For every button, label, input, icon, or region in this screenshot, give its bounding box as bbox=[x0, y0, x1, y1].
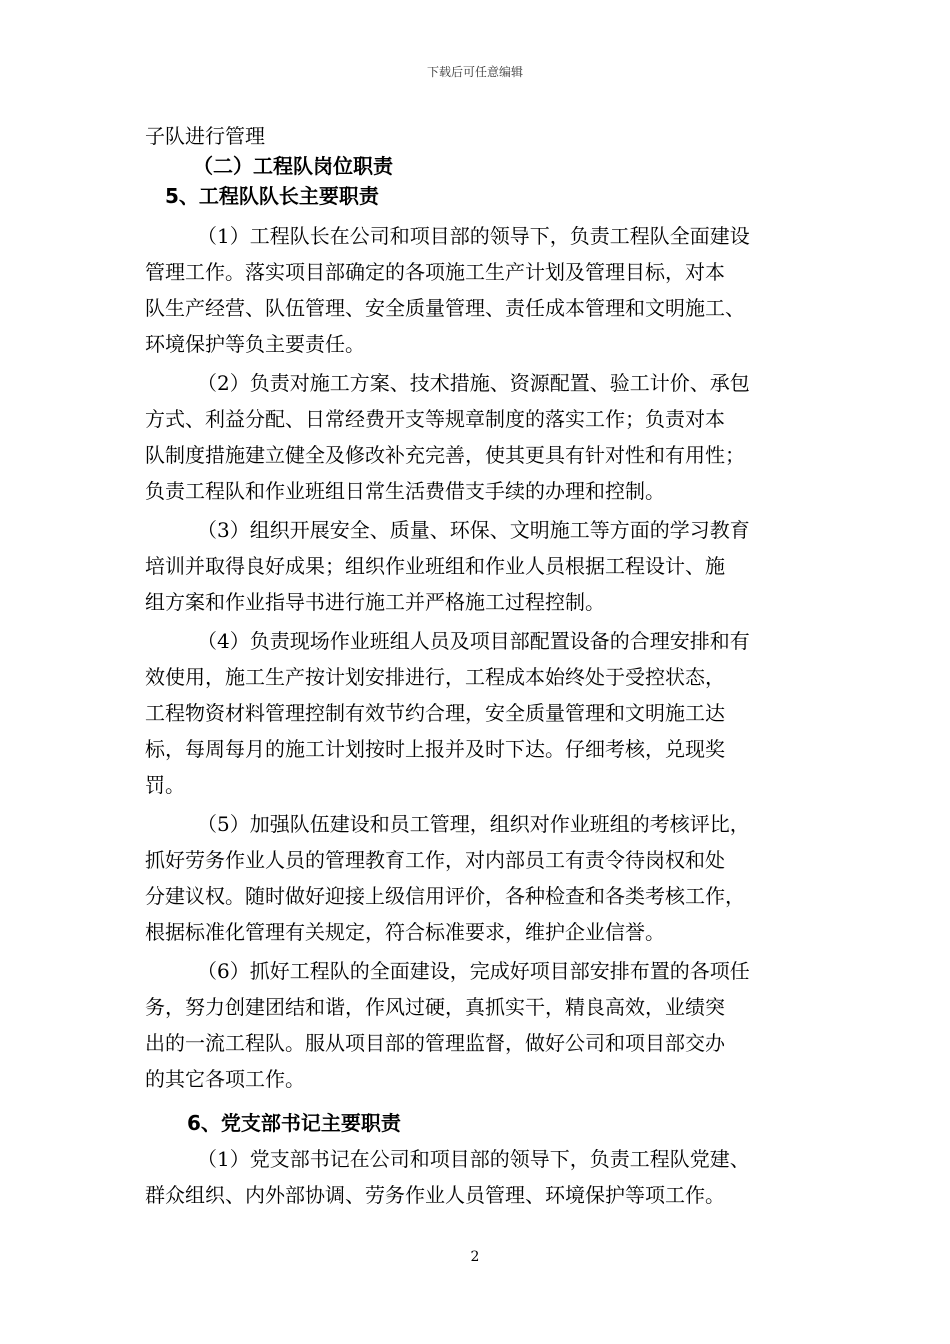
paragraph-7 bbox=[145, 1141, 813, 1213]
paragraph-line: 队生产经营、队伍管理、安全质量管理、责任成本管理和文明施工、 bbox=[145, 296, 745, 320]
paragraph-line: 组方案和作业指导书进行施工并严格施工过程控制。 bbox=[145, 590, 605, 614]
paragraph-line: 队制度措施建立健全及修改补充完善，使其更具有针对性和有用性； bbox=[145, 443, 745, 467]
paragraph-line: （6）抓好工程队的全面建设，完成好项目部安排布置的各项任 bbox=[197, 959, 750, 983]
sub-heading-team-leader: 5、工程队队长主要职责 bbox=[165, 184, 379, 208]
section-heading: （二）工程队岗位职责 bbox=[193, 154, 393, 178]
paragraph-1 bbox=[145, 218, 813, 362]
paragraph-line: （2）负责对施工方案、技术措施、资源配置、验工计价、承包 bbox=[197, 371, 750, 395]
paragraph-5 bbox=[145, 806, 813, 950]
paragraph-line: 的其它各项工作。 bbox=[145, 1067, 305, 1091]
paragraph-line: 出的一流工程队。服从项目部的管理监督，做好公司和项目部交办 bbox=[145, 1031, 725, 1055]
paragraph-line: 环境保护等负主要责任。 bbox=[145, 332, 365, 356]
paragraph-line: 负责工程队和作业班组日常生活费借支手续的办理和控制。 bbox=[145, 479, 665, 503]
paragraph-6 bbox=[145, 953, 813, 1097]
paragraph-line: （3）组织开展安全、质量、环保、文明施工等方面的学习教育 bbox=[197, 518, 750, 542]
paragraph-line: 根据标准化管理有关规定，符合标准要求，维护企业信誉。 bbox=[145, 920, 665, 944]
paragraph-line: （1）党支部书记在公司和项目部的领导下，负责工程队党建、 bbox=[197, 1147, 750, 1171]
paragraph-line: （1）工程队长在公司和项目部的领导下，负责工程队全面建设 bbox=[197, 224, 750, 248]
paragraph-2 bbox=[145, 365, 813, 509]
paragraph-line: 工程物资材料管理控制有效节约合理，安全质量管理和文明施工达 bbox=[145, 701, 725, 725]
paragraph-4 bbox=[145, 623, 813, 803]
paragraph-line: 群众组织、内外部协调、劳务作业人员管理、环境保护等项工作。 bbox=[145, 1183, 725, 1207]
paragraph-3 bbox=[145, 512, 813, 620]
document-body bbox=[145, 120, 813, 1216]
paragraph-line: 抓好劳务作业人员的管理教育工作，对内部员工有责令待岗权和处 bbox=[145, 848, 725, 872]
paragraph-line: 罚。 bbox=[145, 773, 185, 797]
paragraph-line: 效使用，施工生产按计划安排进行，工程成本始终处于受控状态， bbox=[145, 665, 725, 689]
page-header: 下载后可任意编辑 bbox=[426, 65, 523, 79]
paragraph-line: 培训并取得良好成果；组织作业班组和作业人员根据工程设计、施 bbox=[145, 554, 725, 578]
paragraph-line: 标，每周每月的施工计划按时上报并及时下达。仔细考核，兑现奖 bbox=[145, 737, 725, 761]
sub-heading-party-secretary: 6、党支部书记主要职责 bbox=[187, 1111, 401, 1135]
continuation-line: 子队进行管理 bbox=[145, 124, 265, 148]
page-number: 2 bbox=[470, 1249, 480, 1265]
paragraph-line: 分建议权。随时做好迎接上级信用评价，各种检查和各类考核工作， bbox=[145, 884, 745, 908]
paragraph-line: 管理工作。落实项目部确定的各项施工生产计划及管理目标，对本 bbox=[145, 260, 725, 284]
paragraph-line: （5）加强队伍建设和员工管理，组织对作业班组的考核评比， bbox=[197, 812, 750, 836]
paragraph-line: （4）负责现场作业班组人员及项目部配置设备的合理安排和有 bbox=[197, 629, 750, 653]
paragraph-line: 方式、利益分配、日常经费开支等规章制度的落实工作；负责对本 bbox=[145, 407, 725, 431]
paragraph-line: 务，努力创建团结和谐，作风过硬，真抓实干，精良高效，业绩突 bbox=[145, 995, 725, 1019]
